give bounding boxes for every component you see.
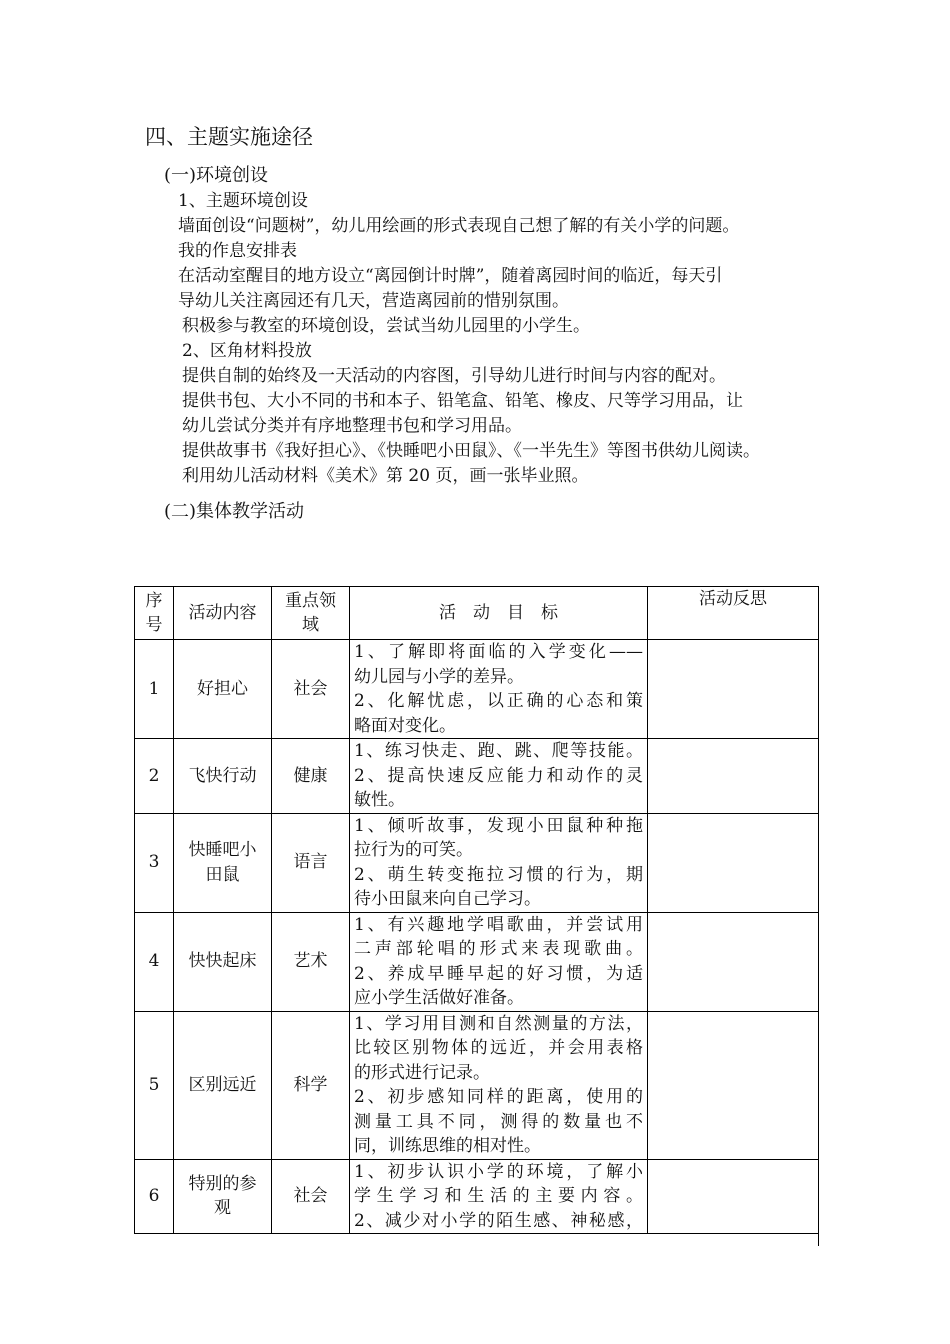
sub2-heading: 2、区角材料投放 — [182, 341, 312, 361]
row-domain: 健康 — [272, 739, 350, 814]
table-row — [135, 912, 819, 1011]
row-domain: 科学 — [272, 1011, 350, 1159]
row-reflection — [648, 912, 819, 1011]
row-goal: 1、初步认识小学的环境，了解小 学生学习和生活的主要内容。 2、减少对小学的陌生感、神秘感， — [350, 1159, 648, 1234]
row-reflection — [648, 640, 819, 739]
row-goal: 1、了解即将面临的入学变化—— 幼儿园与小学的差异。 2、化解忧虑，以正确的心态和策 略面对变化。 — [350, 640, 648, 739]
row-reflection — [648, 1011, 819, 1159]
sub1-line-3: 在活动室醒目的地方设立“离园倒计时牌”，随着离园时间的临近，每天引 — [178, 266, 723, 286]
sub1-heading: 1、主题环境创设 — [178, 191, 308, 211]
row-no: 3 — [135, 813, 174, 912]
header-goal: 活 动 目 标 — [350, 587, 648, 640]
sub1-line-1: 墙面创设“问题树”，幼儿用绘画的形式表现自己想了解的有关小学的问题。 — [178, 216, 740, 236]
row-goal: 1、倾听故事，发现小田鼠种种拖 拉行为的可笑。 2、萌生转变拖拉习惯的行为，期 待小田鼠来向自己学习。 — [350, 813, 648, 912]
sub1-line-4: 导幼儿关注离园还有几天，营造离园前的惜别氛围。 — [178, 291, 569, 311]
sub1-line-2: 我的作息安排表 — [178, 241, 297, 261]
row-no: 4 — [135, 912, 174, 1011]
table-row — [135, 739, 819, 814]
table-row — [135, 813, 819, 912]
table-outer-edge-line — [818, 586, 819, 1246]
sub2-line-2: 提供书包、大小不同的书和本子、铅笔盒、铅笔、橡皮、尺等学习用品，让 — [182, 391, 743, 411]
row-goal: 1、学习用目测和自然测量的方法， 比较区别物体的远近，并会用表格 的形式进行记录。 2、初步感知同样的距离，使用的 测量工具不同，测得的数量也不 同，训练思维的相对性。 — [350, 1011, 648, 1159]
table-row — [135, 640, 819, 739]
row-domain: 语言 — [272, 813, 350, 912]
sub1-line-5: 积极参与教室的环境创设，尝试当幼儿园里的小学生。 — [182, 316, 590, 336]
table-row — [135, 1011, 819, 1159]
header-domain: 重点领 域 — [272, 587, 350, 640]
row-no: 5 — [135, 1011, 174, 1159]
row-reflection — [648, 813, 819, 912]
row-content: 快快起床 — [174, 912, 272, 1011]
sub2-line-5: 利用幼儿活动材料《美术》第 20 页，画一张毕业照。 — [182, 466, 589, 486]
row-content: 特别的参 观 — [174, 1159, 272, 1234]
environment-heading: (一)环境创设 — [164, 165, 269, 186]
row-no: 6 — [135, 1159, 174, 1234]
row-content: 好担心 — [174, 640, 272, 739]
activity-table — [134, 586, 819, 1234]
row-reflection — [648, 739, 819, 814]
sub2-line-3: 幼儿尝试分类并有序地整理书包和学习用品。 — [182, 416, 522, 436]
header-reflection: 活动反思 — [648, 587, 819, 640]
row-goal: 1、练习快走、跑、跳、爬等技能。 2、提高快速反应能力和动作的灵 敏性。 — [350, 739, 648, 814]
row-domain: 社会 — [272, 640, 350, 739]
row-goal: 1、有兴趣地学唱歌曲，并尝试用 二声部轮唱的形式来表现歌曲。 2、养成早睡早起的好习惯，为适 应小学生活做好准备。 — [350, 912, 648, 1011]
row-reflection — [648, 1159, 819, 1234]
section-title: 四、主题实施途径 — [145, 125, 313, 149]
sub2-line-4: 提供故事书《我好担心》、《快睡吧小田鼠》、《一半先生》等图书供幼儿阅读。 — [182, 441, 760, 461]
row-content: 区别远近 — [174, 1011, 272, 1159]
row-no: 1 — [135, 640, 174, 739]
row-content: 快睡吧小 田鼠 — [174, 813, 272, 912]
row-domain: 社会 — [272, 1159, 350, 1234]
row-content: 飞快行动 — [174, 739, 272, 814]
header-no: 序 号 — [135, 587, 174, 640]
header-content: 活动内容 — [174, 587, 272, 640]
table-header-row — [135, 587, 819, 640]
row-domain: 艺术 — [272, 912, 350, 1011]
group-activity-heading: (二)集体教学活动 — [164, 501, 305, 522]
table-row — [135, 1159, 819, 1234]
sub2-line-1: 提供自制的始终及一天活动的内容图，引导幼儿进行时间与内容的配对。 — [182, 366, 726, 386]
row-no: 2 — [135, 739, 174, 814]
